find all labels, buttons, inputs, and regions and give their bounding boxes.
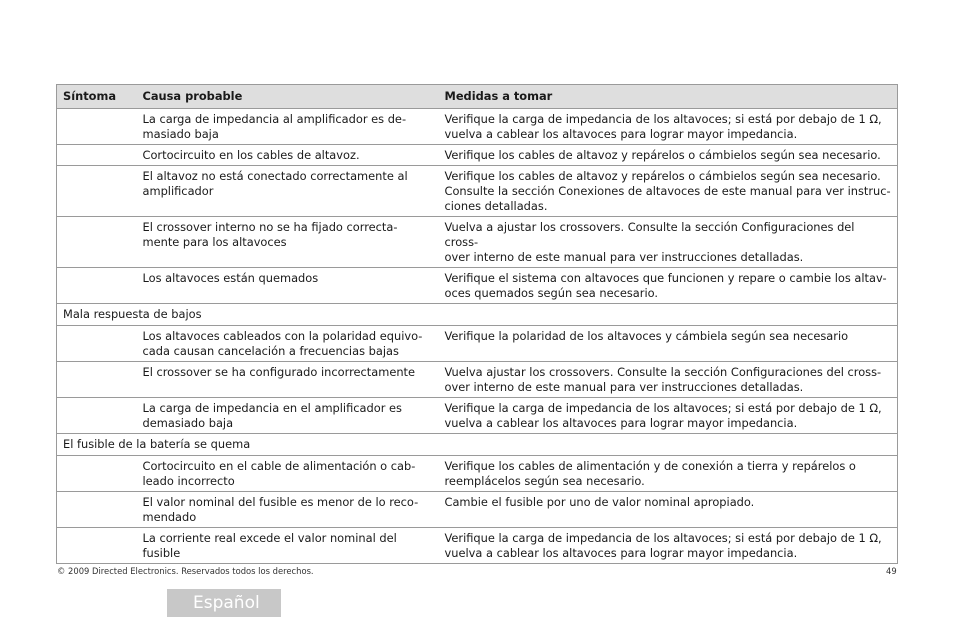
symptom-cell <box>57 217 137 268</box>
table-header-row <box>57 85 898 109</box>
cause-cell: El crossover se ha configurado incorrectamente <box>137 362 439 398</box>
action-cell: Verifique la carga de impedancia de los altavoces; si está por debajo de 1 Ω, vuelva a cablear los altavoces para lograr mayor impedancia. <box>439 398 898 434</box>
section-row <box>57 304 898 326</box>
section-heading: Mala respuesta de bajos <box>57 304 898 326</box>
table-row <box>57 528 898 564</box>
symptom-cell <box>57 528 137 564</box>
action-cell: Verifique la carga de impedancia de los altavoces; si está por debajo de 1 Ω, vuelva a cablear los altavoces para lograr mayor impedancia. <box>439 528 898 564</box>
symptom-cell <box>57 492 137 528</box>
cause-cell: Cortocircuito en los cables de altavoz. <box>137 145 439 166</box>
table-row <box>57 166 898 217</box>
symptom-cell <box>57 326 137 362</box>
cause-cell: El valor nominal del fusible es menor de lo reco- mendado <box>137 492 439 528</box>
symptom-cell <box>57 362 137 398</box>
header-cause: Causa probable <box>137 85 439 109</box>
table-row <box>57 217 898 268</box>
action-cell: Verifique los cables de altavoz y repárelos o cámbielos según sea necesario. Consulte la sección Conexiones de altavoces de este manual para ver instruc- ciones detalladas. <box>439 166 898 217</box>
action-cell: Verifique el sistema con altavoces que funcionen y repare o cambie los altav- oces quemados según sea necesario. <box>439 268 898 304</box>
symptom-cell <box>57 145 137 166</box>
action-cell: Vuelva ajustar los crossovers. Consulte la sección Configuraciones del cross- over interno de este manual para ver instrucciones detalladas. <box>439 362 898 398</box>
action-cell: Verifique los cables de alimentación y de conexión a tierra y repárelos o reemplácelos según sea necesario. <box>439 456 898 492</box>
table-row <box>57 268 898 304</box>
symptom-cell <box>57 109 137 145</box>
section-row <box>57 434 898 456</box>
action-cell: Verifique la carga de impedancia de los altavoces; si está por debajo de 1 Ω, vuelva a cablear los altavoces para lograr mayor impedancia. <box>439 109 898 145</box>
cause-cell: El altavoz no está conectado correctamente al amplificador <box>137 166 439 217</box>
cause-cell: La carga de impedancia al amplificador es de- masiado baja <box>137 109 439 145</box>
header-action: Medidas a tomar <box>439 85 898 109</box>
troubleshooting-table <box>56 84 898 564</box>
table-row <box>57 362 898 398</box>
symptom-cell <box>57 166 137 217</box>
cause-cell: La carga de impedancia en el amplificador es demasiado baja <box>137 398 439 434</box>
symptom-cell <box>57 268 137 304</box>
language-tab: Español <box>167 589 281 617</box>
table-row <box>57 492 898 528</box>
page-number: 49 <box>886 566 897 576</box>
cause-cell: La corriente real excede el valor nominal del fusible <box>137 528 439 564</box>
table-row <box>57 456 898 492</box>
action-cell: Verifique la polaridad de los altavoces y cámbiela según sea necesario <box>439 326 898 362</box>
cause-cell: El crossover interno no se ha fijado correcta- mente para los altavoces <box>137 217 439 268</box>
table-row <box>57 109 898 145</box>
table-row <box>57 326 898 362</box>
table-row <box>57 398 898 434</box>
table-row <box>57 145 898 166</box>
cause-cell: Los altavoces están quemados <box>137 268 439 304</box>
copyright-notice: © 2009 Directed Electronics. Reservados todos los derechos. <box>57 566 314 576</box>
action-cell: Verifique los cables de altavoz y repárelos o cámbielos según sea necesario. <box>439 145 898 166</box>
action-cell: Cambie el fusible por uno de valor nominal apropiado. <box>439 492 898 528</box>
cause-cell: Cortocircuito en el cable de alimentación o cab- leado incorrecto <box>137 456 439 492</box>
symptom-cell <box>57 398 137 434</box>
cause-cell: Los altavoces cableados con la polaridad equivo- cada causan cancelación a frecuencias bajas <box>137 326 439 362</box>
symptom-cell <box>57 456 137 492</box>
header-symptom: Síntoma <box>57 85 137 109</box>
section-heading: El fusible de la batería se quema <box>57 434 898 456</box>
action-cell: Vuelva a ajustar los crossovers. Consulte la sección Configuraciones del cross- over interno de este manual para ver instrucciones detalladas. <box>439 217 898 268</box>
